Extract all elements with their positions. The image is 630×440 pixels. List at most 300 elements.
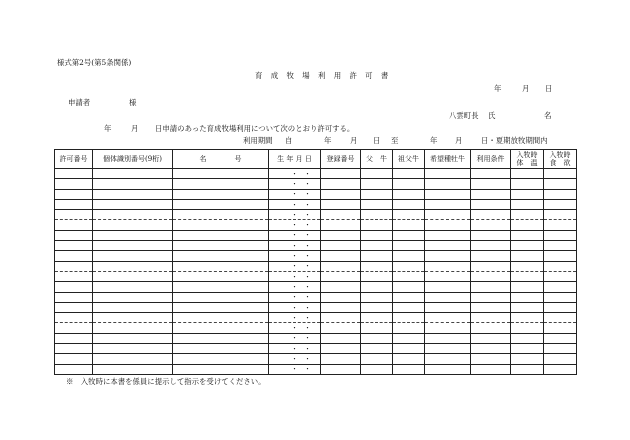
table-cell[interactable] [361, 220, 393, 230]
table-cell[interactable] [544, 261, 577, 271]
birth-date-cell[interactable] [269, 220, 321, 230]
table-cell[interactable] [361, 302, 393, 312]
table-cell[interactable] [544, 169, 577, 179]
table-cell[interactable] [425, 282, 471, 292]
table-cell[interactable] [393, 241, 425, 251]
col-header-name: 名 号 [173, 150, 269, 169]
table-cell[interactable] [93, 261, 173, 271]
table-body [55, 169, 577, 375]
birth-date-cell[interactable] [269, 323, 321, 333]
table-cell[interactable] [425, 220, 471, 230]
table-cell[interactable] [544, 292, 577, 302]
date-separator: ・ [304, 179, 311, 188]
table-cell[interactable] [55, 271, 93, 281]
table-cell[interactable] [93, 271, 173, 281]
table-cell[interactable] [93, 302, 173, 312]
applicant-label: 申請者 [68, 98, 91, 107]
table-cell[interactable] [511, 323, 544, 333]
table-cell[interactable] [93, 179, 173, 189]
table-cell[interactable] [93, 364, 173, 374]
table-cell[interactable] [393, 210, 425, 220]
table-cell[interactable] [93, 241, 173, 251]
table-cell[interactable] [425, 313, 471, 323]
period-day2: 日・夏期放牧期間内 [481, 136, 548, 145]
table-cell[interactable] [93, 210, 173, 220]
table-row [55, 333, 577, 343]
page-title: 育 成 牧 場 利 用 許 可 書 [255, 71, 392, 80]
table-cell[interactable] [55, 282, 93, 292]
table-cell[interactable] [361, 292, 393, 302]
table-cell[interactable] [55, 210, 93, 220]
table-cell[interactable] [511, 199, 544, 209]
table-row [55, 169, 577, 179]
table-cell[interactable] [471, 344, 511, 354]
table-cell[interactable] [393, 364, 425, 374]
table-cell[interactable] [321, 364, 361, 374]
date-separator: ・ [291, 231, 298, 240]
body-text: 日申請のあった育成牧場利用について次のとおり許可する。 [155, 124, 355, 133]
table-cell[interactable] [511, 169, 544, 179]
table-cell[interactable] [471, 199, 511, 209]
table-cell[interactable] [425, 364, 471, 374]
birth-date-cell[interactable] [269, 199, 321, 209]
table-cell[interactable] [55, 251, 93, 261]
table-cell[interactable] [321, 323, 361, 333]
table-row [55, 344, 577, 354]
table-cell[interactable] [511, 344, 544, 354]
table-cell[interactable] [321, 313, 361, 323]
table-cell[interactable] [425, 344, 471, 354]
table-cell[interactable] [93, 251, 173, 261]
date-separator: ・ [304, 293, 311, 302]
table-cell[interactable] [511, 313, 544, 323]
table-cell[interactable] [321, 230, 361, 240]
date-separator: ・ [291, 210, 298, 219]
table-cell[interactable] [393, 333, 425, 343]
table-row [55, 230, 577, 240]
table-row [55, 271, 577, 281]
table-cell[interactable] [321, 210, 361, 220]
table-cell[interactable] [321, 241, 361, 251]
table-cell[interactable] [55, 354, 93, 364]
table-cell[interactable] [55, 261, 93, 271]
date-separator: ・ [304, 365, 311, 374]
table-cell[interactable] [471, 261, 511, 271]
table-cell[interactable] [321, 169, 361, 179]
col-header-birth-date: 生 年 月 日 [269, 150, 321, 169]
table-cell[interactable] [544, 241, 577, 251]
table-cell[interactable] [55, 313, 93, 323]
table-cell[interactable] [511, 302, 544, 312]
table-cell[interactable] [93, 230, 173, 240]
date-separator: ・ [304, 303, 311, 312]
table-cell[interactable] [55, 189, 93, 199]
table-cell[interactable] [471, 354, 511, 364]
table-cell[interactable] [425, 302, 471, 312]
table-cell[interactable] [393, 302, 425, 312]
table-cell[interactable] [361, 282, 393, 292]
table-cell[interactable] [173, 241, 269, 251]
table-cell[interactable] [544, 189, 577, 199]
table-cell[interactable] [471, 271, 511, 281]
table-row [55, 354, 577, 364]
table-cell[interactable] [321, 220, 361, 230]
table-cell[interactable] [544, 179, 577, 189]
table-cell[interactable] [511, 271, 544, 281]
birth-date-cell[interactable] [269, 354, 321, 364]
table-cell[interactable] [393, 169, 425, 179]
table-cell[interactable] [361, 354, 393, 364]
period-month2: 月 [455, 136, 463, 145]
table-cell[interactable] [361, 241, 393, 251]
date-separator: ・ [291, 354, 298, 363]
table-cell[interactable] [55, 323, 93, 333]
date-separator: ・ [291, 262, 298, 271]
table-cell[interactable] [93, 292, 173, 302]
table-cell[interactable] [173, 323, 269, 333]
table-cell[interactable] [93, 344, 173, 354]
birth-date-cell[interactable] [269, 271, 321, 281]
date-separator: ・ [304, 210, 311, 219]
date-separator: ・ [291, 365, 298, 374]
table-cell[interactable] [425, 189, 471, 199]
table-row [55, 364, 577, 374]
date-separator: ・ [291, 252, 298, 261]
table-cell[interactable] [425, 261, 471, 271]
table-cell[interactable] [425, 210, 471, 220]
table-cell[interactable] [361, 199, 393, 209]
table-cell[interactable] [55, 220, 93, 230]
table-cell[interactable] [393, 199, 425, 209]
table-cell[interactable] [173, 169, 269, 179]
table-cell[interactable] [471, 364, 511, 374]
table-cell[interactable] [321, 354, 361, 364]
table-cell[interactable] [93, 220, 173, 230]
table-cell[interactable] [393, 354, 425, 364]
date-separator: ・ [291, 169, 298, 178]
birth-date-cell[interactable] [269, 251, 321, 261]
table-cell[interactable] [393, 292, 425, 302]
table-cell[interactable] [471, 169, 511, 179]
period-to: 至 [391, 136, 399, 145]
table-cell[interactable] [93, 169, 173, 179]
date-separator: ・ [304, 334, 311, 343]
date-separator: ・ [291, 190, 298, 199]
table-row [55, 251, 577, 261]
col-header-usage-conditions: 利用条件 [471, 150, 511, 169]
table-cell[interactable] [511, 333, 544, 343]
table-cell[interactable] [173, 302, 269, 312]
col-header-permit-number: 許可番号 [55, 150, 93, 169]
table-cell[interactable] [173, 344, 269, 354]
table-row [55, 302, 577, 312]
table-cell[interactable] [511, 282, 544, 292]
birth-date-cell[interactable] [269, 344, 321, 354]
table-cell[interactable] [55, 344, 93, 354]
table-cell[interactable] [55, 199, 93, 209]
table-cell[interactable] [361, 344, 393, 354]
table-cell[interactable] [55, 292, 93, 302]
table-cell[interactable] [173, 199, 269, 209]
table-cell[interactable] [361, 169, 393, 179]
table-cell[interactable] [425, 241, 471, 251]
table-cell[interactable] [361, 313, 393, 323]
table-cell[interactable] [173, 282, 269, 292]
date-separator: ・ [304, 200, 311, 209]
table-row [55, 241, 577, 251]
table-cell[interactable] [425, 323, 471, 333]
table-cell[interactable] [471, 241, 511, 251]
table-row [55, 199, 577, 209]
table-cell[interactable] [361, 261, 393, 271]
table-row [55, 282, 577, 292]
table-cell[interactable] [173, 210, 269, 220]
birth-date-cell[interactable] [269, 282, 321, 292]
date-separator: ・ [291, 313, 298, 322]
table-cell[interactable] [173, 189, 269, 199]
table-cell[interactable] [173, 354, 269, 364]
table-cell[interactable] [93, 199, 173, 209]
date-separator: ・ [304, 241, 311, 250]
table-cell[interactable] [544, 364, 577, 374]
table-cell[interactable] [93, 323, 173, 333]
table-cell[interactable] [511, 261, 544, 271]
table-cell[interactable] [544, 354, 577, 364]
table-cell[interactable] [361, 210, 393, 220]
table-cell[interactable] [511, 364, 544, 374]
date-separator: ・ [291, 179, 298, 188]
birth-date-cell[interactable] [269, 292, 321, 302]
footnote: ※ 入牧時に本書を係員に提示して指示を受けてください。 [66, 377, 266, 386]
table-cell[interactable] [425, 271, 471, 281]
table-cell[interactable] [511, 230, 544, 240]
table-cell[interactable] [361, 364, 393, 374]
table-cell[interactable] [511, 251, 544, 261]
table-cell[interactable] [511, 210, 544, 220]
table-cell[interactable] [544, 282, 577, 292]
table-cell[interactable] [321, 282, 361, 292]
table-cell[interactable] [544, 230, 577, 240]
table-cell[interactable] [321, 302, 361, 312]
table-cell[interactable] [173, 292, 269, 302]
table-cell[interactable] [173, 313, 269, 323]
birth-date-cell[interactable] [269, 313, 321, 323]
table-cell[interactable] [55, 302, 93, 312]
date-separator: ・ [304, 272, 311, 281]
birth-date-cell[interactable] [269, 241, 321, 251]
table-cell[interactable] [471, 282, 511, 292]
birth-date-cell[interactable] [269, 364, 321, 374]
table-cell[interactable] [471, 251, 511, 261]
table-cell[interactable] [173, 251, 269, 261]
table-cell[interactable] [321, 261, 361, 271]
date-separator: ・ [304, 262, 311, 271]
table-cell[interactable] [361, 271, 393, 281]
table-row [55, 323, 577, 333]
table-cell[interactable] [321, 189, 361, 199]
period-month1: 月 [350, 136, 358, 145]
birth-date-cell[interactable] [269, 230, 321, 240]
form-number: 様式第2号(第5条関係) [57, 58, 132, 67]
date-separator: ・ [291, 324, 298, 333]
table-cell[interactable] [93, 333, 173, 343]
table-cell[interactable] [393, 179, 425, 189]
table-cell[interactable] [511, 241, 544, 251]
table-header-row [55, 150, 577, 169]
table-cell[interactable] [425, 292, 471, 302]
table-row [55, 220, 577, 230]
table-cell[interactable] [173, 230, 269, 240]
table-cell[interactable] [361, 179, 393, 189]
table-cell[interactable] [393, 313, 425, 323]
table-cell[interactable] [471, 292, 511, 302]
birth-date-cell[interactable] [269, 261, 321, 271]
table-cell[interactable] [321, 199, 361, 209]
issue-year: 年 [494, 84, 502, 93]
table-cell[interactable] [55, 169, 93, 179]
table-cell[interactable] [544, 220, 577, 230]
table-cell[interactable] [55, 241, 93, 251]
date-separator: ・ [291, 272, 298, 281]
table-cell[interactable] [361, 230, 393, 240]
table-cell[interactable] [544, 271, 577, 281]
birth-date-cell[interactable] [269, 179, 321, 189]
issuer-title: 八雲町長 [449, 111, 479, 120]
date-separator: ・ [291, 293, 298, 302]
table-cell[interactable] [55, 364, 93, 374]
table-cell[interactable] [425, 354, 471, 364]
table-cell[interactable] [511, 179, 544, 189]
table-cell[interactable] [471, 313, 511, 323]
table-cell[interactable] [544, 313, 577, 323]
table-cell[interactable] [93, 354, 173, 364]
table-cell[interactable] [173, 220, 269, 230]
body-year: 年 [104, 124, 112, 133]
table-cell[interactable] [425, 179, 471, 189]
table-cell[interactable] [361, 323, 393, 333]
table-cell[interactable] [511, 354, 544, 364]
applicant-suffix: 様 [129, 98, 137, 107]
table-cell[interactable] [471, 323, 511, 333]
table-cell[interactable] [55, 179, 93, 189]
table-cell[interactable] [425, 169, 471, 179]
table-cell[interactable] [393, 189, 425, 199]
table-cell[interactable] [471, 302, 511, 312]
birth-date-cell[interactable] [269, 169, 321, 179]
date-separator: ・ [304, 313, 311, 322]
table-row [55, 189, 577, 199]
table-cell[interactable] [425, 333, 471, 343]
table-cell[interactable] [393, 271, 425, 281]
table-cell[interactable] [173, 179, 269, 189]
table-cell[interactable] [321, 179, 361, 189]
table-cell[interactable] [393, 261, 425, 271]
table-cell[interactable] [471, 230, 511, 240]
table-cell[interactable] [361, 189, 393, 199]
date-separator: ・ [291, 334, 298, 343]
table-cell[interactable] [321, 344, 361, 354]
table-cell[interactable] [471, 189, 511, 199]
table-cell[interactable] [393, 251, 425, 261]
table-cell[interactable] [393, 282, 425, 292]
table-row [55, 210, 577, 220]
table-cell[interactable] [544, 251, 577, 261]
table-cell[interactable] [425, 199, 471, 209]
table-cell[interactable] [471, 220, 511, 230]
issuer-given: 名 [544, 111, 552, 120]
table-cell[interactable] [173, 333, 269, 343]
table-cell[interactable] [321, 333, 361, 343]
table-cell[interactable] [393, 220, 425, 230]
date-separator: ・ [291, 241, 298, 250]
table-row [55, 313, 577, 323]
table-cell[interactable] [55, 230, 93, 240]
table-cell[interactable] [471, 179, 511, 189]
date-separator: ・ [304, 190, 311, 199]
period-label: 利用期間 [243, 136, 273, 145]
table-cell[interactable] [425, 230, 471, 240]
table-cell[interactable] [511, 220, 544, 230]
col-header-grandsire: 祖父牛 [393, 150, 425, 169]
col-header-registration-number: 登録番号 [321, 150, 361, 169]
birth-date-cell[interactable] [269, 302, 321, 312]
table-cell[interactable] [544, 199, 577, 209]
table-cell[interactable] [173, 261, 269, 271]
table-cell[interactable] [471, 210, 511, 220]
table-cell[interactable] [425, 251, 471, 261]
table-cell[interactable] [361, 333, 393, 343]
table-cell[interactable] [544, 302, 577, 312]
table-row [55, 179, 577, 189]
date-separator: ・ [304, 324, 311, 333]
table-cell[interactable] [393, 344, 425, 354]
table-cell[interactable] [361, 251, 393, 261]
birth-date-cell[interactable] [269, 189, 321, 199]
table-cell[interactable] [173, 364, 269, 374]
issue-day: 日 [545, 84, 553, 93]
issue-month: 月 [522, 84, 530, 93]
date-separator: ・ [291, 221, 298, 230]
col-header-id-number: 個体識別番号(9桁) [93, 150, 173, 169]
table-cell[interactable] [544, 333, 577, 343]
table-cell[interactable] [544, 210, 577, 220]
table-cell[interactable] [55, 333, 93, 343]
table-cell[interactable] [511, 292, 544, 302]
date-separator: ・ [291, 282, 298, 291]
table-cell[interactable] [321, 271, 361, 281]
birth-date-cell[interactable] [269, 333, 321, 343]
body-month: 月 [131, 124, 139, 133]
table-cell[interactable] [93, 282, 173, 292]
table-cell[interactable] [321, 292, 361, 302]
table-cell[interactable] [393, 323, 425, 333]
table-cell[interactable] [321, 251, 361, 261]
table-cell[interactable] [393, 230, 425, 240]
table-cell[interactable] [93, 313, 173, 323]
table-cell[interactable] [511, 189, 544, 199]
birth-date-cell[interactable] [269, 210, 321, 220]
table-cell[interactable] [173, 271, 269, 281]
table-cell[interactable] [544, 323, 577, 333]
table-row [55, 261, 577, 271]
date-separator: ・ [291, 200, 298, 209]
period-year2: 年 [430, 136, 438, 145]
col-header-entry-appetite: 入牧時 食 欲 [544, 150, 577, 169]
period-from: 自 [285, 136, 293, 145]
table-cell[interactable] [93, 189, 173, 199]
table-cell[interactable] [471, 333, 511, 343]
table-cell[interactable] [544, 344, 577, 354]
